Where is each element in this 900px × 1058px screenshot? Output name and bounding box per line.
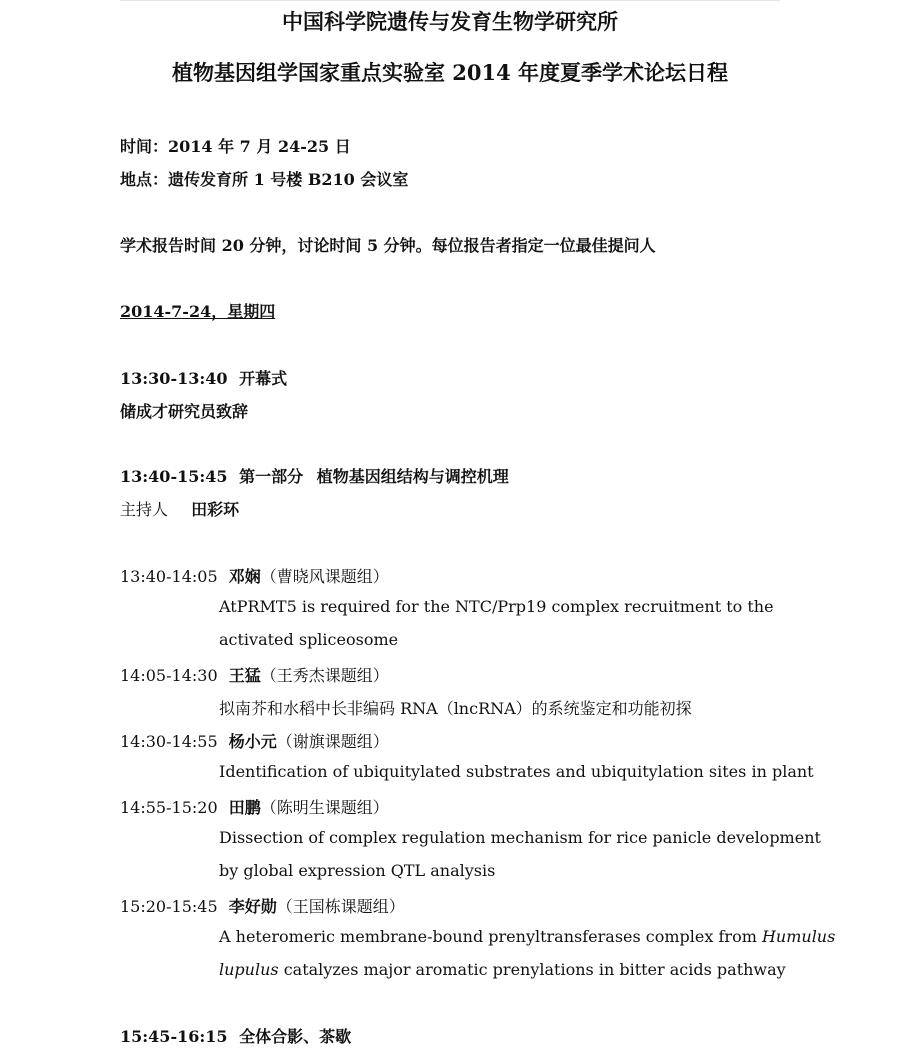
talk-row <box>120 894 405 917</box>
rules-note: 学术报告时间 20 分钟，讨论时间 5 分钟。每位报告者指定一位最佳提问人 <box>120 236 656 255</box>
session-time: 13:40-15:45 <box>120 467 228 486</box>
opening-time: 13:30-13:40 <box>120 369 228 388</box>
talk-title-line: Identification of ubiquitylated substrates and ubiquitylation sites in plant <box>219 762 814 781</box>
host-label: 主持人 <box>120 500 169 519</box>
talk-title-line: activated spliceosome <box>219 630 399 649</box>
talk-group: （王国栋课题组） <box>276 897 405 916</box>
talk-title-line: Dissection of complex regulation mechanism for rice panicle development <box>219 828 821 847</box>
talk-title-italic: lupulus <box>219 960 279 979</box>
talk-group: （王秀杰课题组） <box>260 666 389 685</box>
talk-speaker: 王猛 <box>228 666 261 685</box>
talk-speaker: 田鹏 <box>228 798 261 817</box>
meeting-place: 地点：遗传发育所 1 号楼 B210 会议室 <box>120 170 409 189</box>
talk-title-line: AtPRMT5 is required for the NTC/Prp19 complex recruitment to the <box>219 597 774 616</box>
opening-speech: 储成才研究员致辞 <box>120 402 249 421</box>
session-part: 第一部分 <box>239 467 304 486</box>
talk-title-line <box>219 927 835 946</box>
talk-title-text: catalyzes major aromatic prenylations in bitter acids pathway <box>278 960 786 979</box>
talk-title-text: A heteromeric membrane-bound prenyltransferases complex from <box>219 927 762 946</box>
opening-row <box>120 366 287 389</box>
host-name: 田彩环 <box>191 500 240 519</box>
break-row <box>120 1024 351 1047</box>
talk-row <box>120 795 389 818</box>
talk-title-line <box>219 960 786 979</box>
day-heading: 2014-7-24，星期四 <box>120 302 276 321</box>
talk-time: 13:40-14:05 <box>120 567 218 586</box>
talk-speaker: 邓娴 <box>228 567 261 586</box>
top-rule <box>120 0 780 1</box>
talk-title-line: 拟南芥和水稻中长非编码 RNA（lncRNA）的系统鉴定和功能初探 <box>219 699 692 718</box>
talk-speaker: 杨小元 <box>228 732 277 751</box>
talk-group: （谢旗课题组） <box>276 732 389 751</box>
break-time: 15:45-16:15 <box>120 1027 228 1046</box>
talk-time: 15:20-15:45 <box>120 897 218 916</box>
talk-row <box>120 564 389 587</box>
talk-title-italic: Humulus <box>761 927 836 946</box>
break-label: 全体合影、茶歇 <box>239 1027 352 1046</box>
talk-title-line: by global expression QTL analysis <box>219 861 496 880</box>
talk-speaker: 李好勋 <box>228 897 277 916</box>
talk-group: （陈明生课题组） <box>260 798 389 817</box>
meeting-time: 时间：2014 年 7 月 24-25 日 <box>120 137 351 156</box>
session-heading <box>120 464 509 487</box>
opening-label: 开幕式 <box>239 369 288 388</box>
talk-time: 14:55-15:20 <box>120 798 218 817</box>
title-forum: 植物基因组学国家重点实验室 2014 年度夏季学术论坛日程 <box>171 60 729 85</box>
talk-time: 14:05-14:30 <box>120 666 218 685</box>
talk-time: 14:30-14:55 <box>120 732 218 751</box>
talk-group: （曹晓风课题组） <box>260 567 389 586</box>
session-name: 植物基因组结构与调控机理 <box>316 467 509 486</box>
talk-row <box>120 729 389 752</box>
title-institute: 中国科学院遗传与发育生物学研究所 <box>282 9 618 34</box>
session-host <box>120 497 239 520</box>
talk-row <box>120 663 389 686</box>
